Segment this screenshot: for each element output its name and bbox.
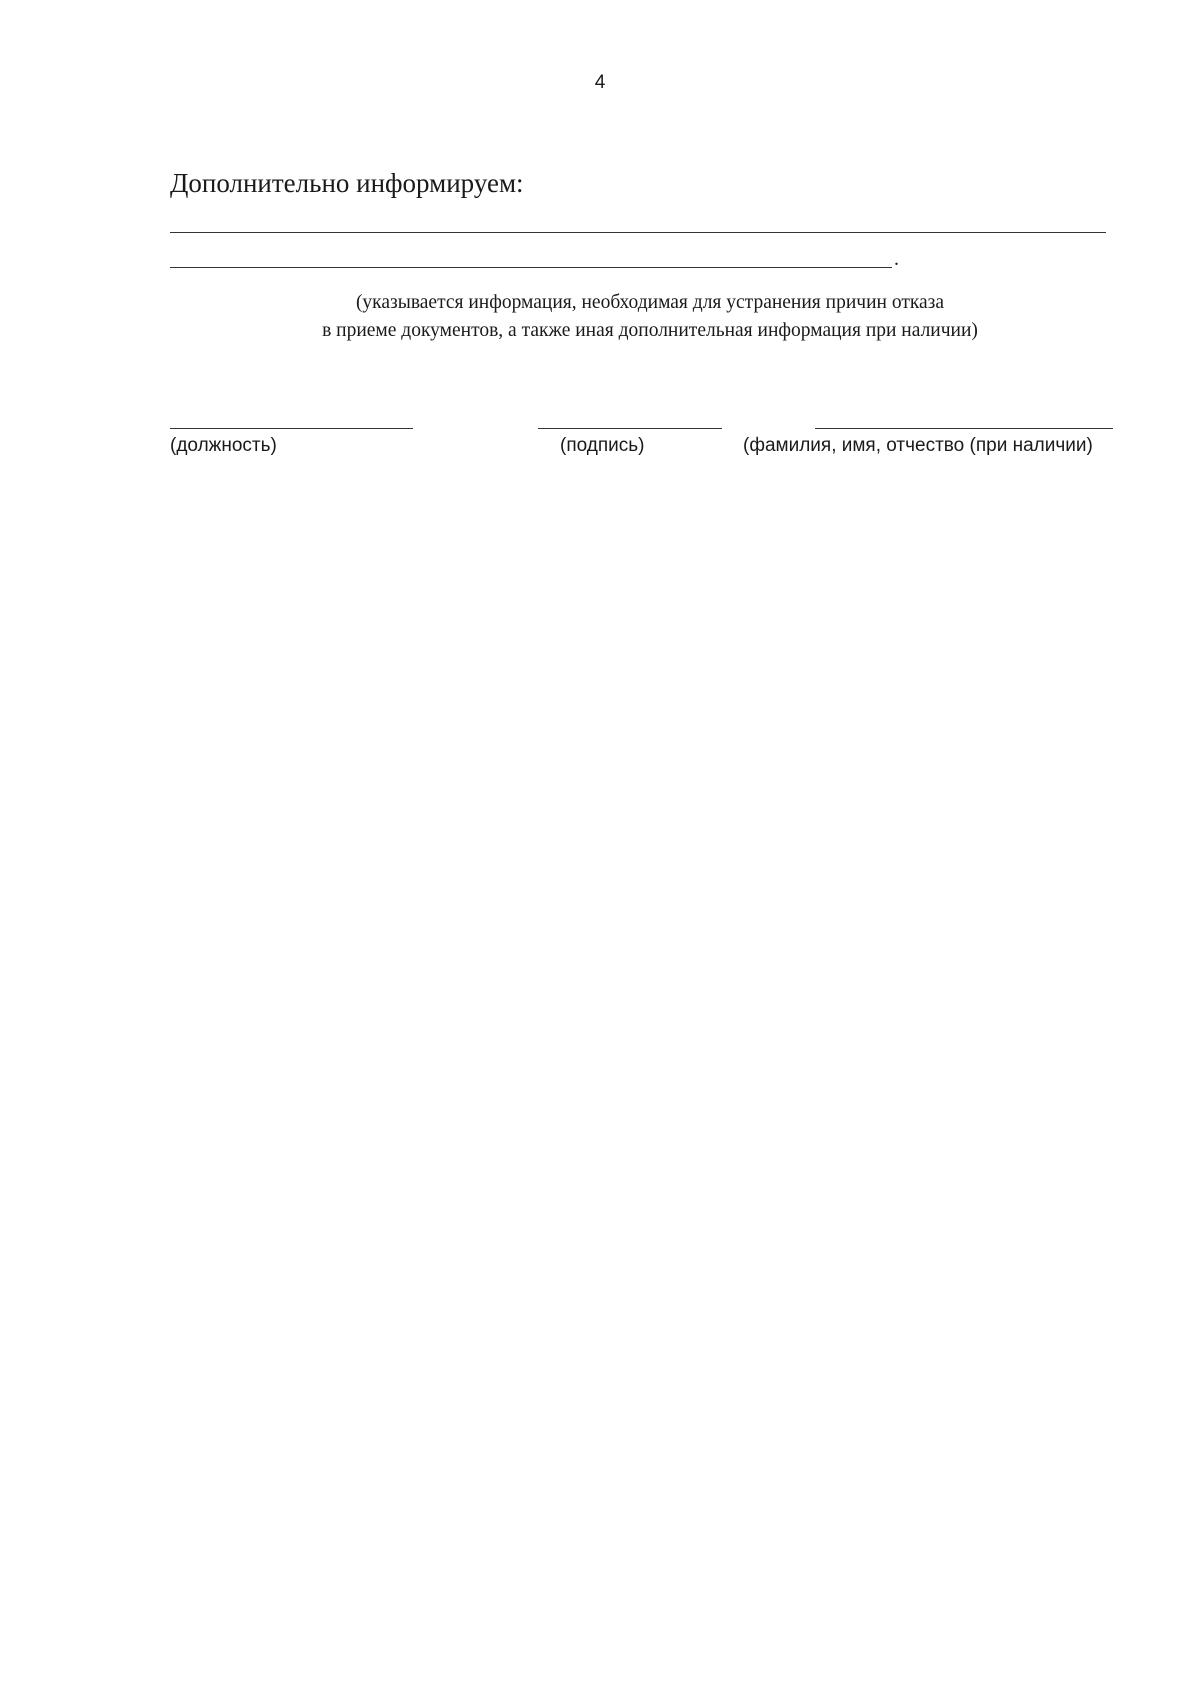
page-number: 4 xyxy=(594,72,606,93)
full-name-caption: (фамилия, имя, отчество (при наличии) xyxy=(743,435,1093,456)
full-name-line xyxy=(815,428,1113,429)
position-line xyxy=(170,428,413,429)
signature-caption: (подпись) xyxy=(560,435,645,456)
line-end-period: . xyxy=(894,248,899,270)
fill-in-line xyxy=(170,267,892,268)
position-caption: (должность) xyxy=(170,435,277,456)
hint-text-line: (указывается информация, необходимая для устранения причин отказа xyxy=(355,292,945,313)
hint-text-line: в приеме документов, а также иная дополнительная информация при наличии) xyxy=(322,320,978,341)
signature-line xyxy=(538,428,722,429)
section-heading: Дополнительно информируем: xyxy=(170,168,524,198)
fill-in-line xyxy=(170,232,1106,233)
